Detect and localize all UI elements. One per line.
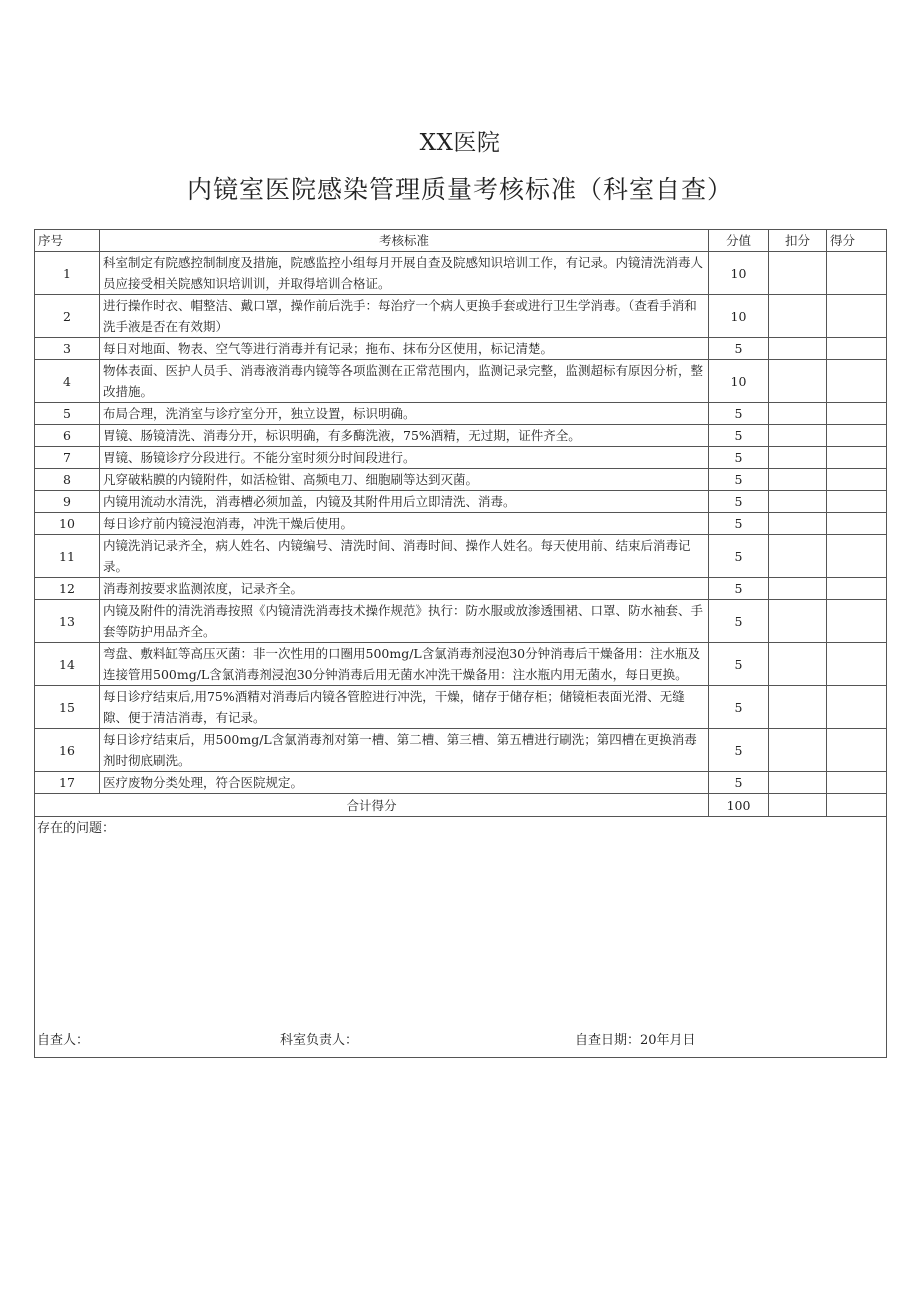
header-deduct: 扣分 <box>769 230 827 252</box>
row-criteria: 每日对地面、物表、空气等进行消毒并有记录；拖布、抹布分区使用，标记清楚。 <box>100 338 709 360</box>
table-row <box>35 686 887 729</box>
row-earned-cell[interactable] <box>827 403 887 425</box>
row-number: 8 <box>35 469 100 491</box>
table-row <box>35 643 887 686</box>
notes-row <box>35 817 887 1058</box>
row-deduct-cell[interactable] <box>769 729 827 772</box>
row-score: 5 <box>709 425 769 447</box>
row-number: 11 <box>35 535 100 578</box>
notes-cell[interactable] <box>35 817 887 1058</box>
total-row <box>35 794 887 817</box>
check-date: 自查日期：20年月日 <box>575 1033 696 1048</box>
row-criteria: 医疗废物分类处理，符合医院规定。 <box>100 772 709 794</box>
table-row <box>35 252 887 295</box>
row-earned-cell[interactable] <box>827 295 887 338</box>
table-row <box>35 513 887 535</box>
row-score: 5 <box>709 513 769 535</box>
row-deduct-cell[interactable] <box>769 252 827 295</box>
row-number: 12 <box>35 578 100 600</box>
row-score: 5 <box>709 600 769 643</box>
row-score: 5 <box>709 491 769 513</box>
header-score: 分值 <box>709 230 769 252</box>
row-score: 5 <box>709 772 769 794</box>
row-score: 5 <box>709 447 769 469</box>
row-earned-cell[interactable] <box>827 535 887 578</box>
assessment-table <box>34 229 887 1058</box>
row-deduct-cell[interactable] <box>769 772 827 794</box>
row-earned-cell[interactable] <box>827 447 887 469</box>
row-criteria: 内镜洗消记录齐全，病人姓名、内镜编号、清洗时间、消毒时间、操作人姓名。每天使用前、结束后消毒记录。 <box>100 535 709 578</box>
table-row <box>35 360 887 403</box>
row-criteria: 内镜及附件的清洗消毒按照《内镜清洗消毒技术操作规范》执行：防水服或放渗透围裙、口罩、防水袖套、手套等防护用品齐全。 <box>100 600 709 643</box>
row-deduct-cell[interactable] <box>769 447 827 469</box>
row-criteria: 每日诊疗前内镜浸泡消毒，冲洗干燥后使用。 <box>100 513 709 535</box>
row-number: 15 <box>35 686 100 729</box>
row-deduct-cell[interactable] <box>769 360 827 403</box>
row-number: 2 <box>35 295 100 338</box>
row-deduct-cell[interactable] <box>769 578 827 600</box>
row-score: 10 <box>709 252 769 295</box>
row-deduct-cell[interactable] <box>769 600 827 643</box>
row-deduct-cell[interactable] <box>769 295 827 338</box>
row-score: 5 <box>709 338 769 360</box>
row-deduct-cell[interactable] <box>769 425 827 447</box>
row-number: 5 <box>35 403 100 425</box>
header-seq: 序号 <box>35 230 100 252</box>
row-deduct-cell[interactable] <box>769 643 827 686</box>
row-deduct-cell[interactable] <box>769 338 827 360</box>
table-row <box>35 729 887 772</box>
total-label: 合计得分 <box>35 794 709 817</box>
row-criteria: 科室制定有院感控制制度及措施，院感监控小组每月开展自查及院感知识培训工作，有记录。内镜清洗消毒人员应接受相关院感知识培训训，并取得培训合格证。 <box>100 252 709 295</box>
header-earned: 得分 <box>827 230 887 252</box>
row-number: 10 <box>35 513 100 535</box>
row-earned-cell[interactable] <box>827 338 887 360</box>
row-number: 13 <box>35 600 100 643</box>
row-number: 14 <box>35 643 100 686</box>
row-number: 6 <box>35 425 100 447</box>
row-earned-cell[interactable] <box>827 578 887 600</box>
row-number: 17 <box>35 772 100 794</box>
row-number: 16 <box>35 729 100 772</box>
row-criteria: 消毒剂按要求监测浓度，记录齐全。 <box>100 578 709 600</box>
total-deduct-cell[interactable] <box>769 794 827 817</box>
row-score: 10 <box>709 295 769 338</box>
row-criteria: 进行操作时衣、帽整洁、戴口罩，操作前后洗手：每治疗一个病人更换手套或进行卫生学消毒。（查看手消和洗手液是否在有效期） <box>100 295 709 338</box>
table-row <box>35 469 887 491</box>
table-row <box>35 491 887 513</box>
notes-label: 存在的问题： <box>37 821 116 836</box>
self-check-signature: 自查人： <box>37 1033 90 1048</box>
row-score: 10 <box>709 360 769 403</box>
row-score: 5 <box>709 686 769 729</box>
row-earned-cell[interactable] <box>827 729 887 772</box>
row-deduct-cell[interactable] <box>769 469 827 491</box>
table-row <box>35 447 887 469</box>
row-earned-cell[interactable] <box>827 252 887 295</box>
row-criteria: 胃镜、肠镜诊疗分段进行。不能分室时须分时间段进行。 <box>100 447 709 469</box>
table-row <box>35 295 887 338</box>
row-number: 9 <box>35 491 100 513</box>
row-earned-cell[interactable] <box>827 686 887 729</box>
row-score: 5 <box>709 578 769 600</box>
table-header-row <box>35 230 887 252</box>
total-earned-cell[interactable] <box>827 794 887 817</box>
row-earned-cell[interactable] <box>827 513 887 535</box>
row-criteria: 每日诊疗结束后，用500mg/L含氯消毒剂对第一槽、第二槽、第三槽、第五槽进行刷洗；第四槽在更换消毒剂时彻底刷洗。 <box>100 729 709 772</box>
row-earned-cell[interactable] <box>827 425 887 447</box>
row-deduct-cell[interactable] <box>769 491 827 513</box>
row-score: 5 <box>709 643 769 686</box>
row-criteria: 凡穿破粘膜的内镜附件，如活检钳、高频电刀、细胞刷等达到灭菌。 <box>100 469 709 491</box>
table-row <box>35 403 887 425</box>
row-earned-cell[interactable] <box>827 469 887 491</box>
row-number: 3 <box>35 338 100 360</box>
form-title: 内镜室医院感染管理质量考核标准（科室自查） <box>186 175 733 204</box>
row-deduct-cell[interactable] <box>769 403 827 425</box>
row-score: 5 <box>709 729 769 772</box>
row-earned-cell[interactable] <box>827 600 887 643</box>
row-earned-cell[interactable] <box>827 360 887 403</box>
header-criteria: 考核标准 <box>100 230 709 252</box>
row-criteria: 物体表面、医护人员手、消毒液消毒内镜等各项监测在正常范围内，监测记录完整，监测超标有原因分析，整改措施。 <box>100 360 709 403</box>
total-score: 100 <box>709 794 769 817</box>
row-criteria: 弯盘、敷料缸等高压灭菌：非一次性用的口圈用500mg/L含氯消毒剂浸泡30分钟消毒后干燥备用：注水瓶及连接管用500mg/L含氯消毒剂浸泡30分钟消毒后用无菌水冲洗干燥备用：注水瓶内用无菌水，每日更换。 <box>100 643 709 686</box>
row-number: 7 <box>35 447 100 469</box>
row-score: 5 <box>709 469 769 491</box>
row-criteria: 胃镜、肠镜清洗、消毒分开，标识明确，有多酶洗液，75%酒精，无过期，证件齐全。 <box>100 425 709 447</box>
row-number: 1 <box>35 252 100 295</box>
row-deduct-cell[interactable] <box>769 513 827 535</box>
row-score: 5 <box>709 535 769 578</box>
dept-head-signature: 科室负责人： <box>280 1033 359 1048</box>
row-criteria: 内镜用流动水清洗，消毒槽必须加盖，内镜及其附件用后立即清洗、消毒。 <box>100 491 709 513</box>
hospital-name: XX医院 <box>419 130 501 156</box>
row-earned-cell[interactable] <box>827 772 887 794</box>
row-deduct-cell[interactable] <box>769 686 827 729</box>
table-row <box>35 772 887 794</box>
row-score: 5 <box>709 403 769 425</box>
row-criteria: 每日诊疗结束后,用75%酒精对消毒后内镜各管腔进行冲洗，干燥，储存于储存柜；储镜柜表面光滑、无缝隙、便于清洁消毒，有记录。 <box>100 686 709 729</box>
table-row <box>35 338 887 360</box>
row-number: 4 <box>35 360 100 403</box>
row-earned-cell[interactable] <box>827 491 887 513</box>
row-criteria: 布局合理，洗消室与诊疗室分开，独立设置，标识明确。 <box>100 403 709 425</box>
table-row <box>35 425 887 447</box>
table-row <box>35 600 887 643</box>
table-row <box>35 578 887 600</box>
row-deduct-cell[interactable] <box>769 535 827 578</box>
row-earned-cell[interactable] <box>827 643 887 686</box>
table-row <box>35 535 887 578</box>
